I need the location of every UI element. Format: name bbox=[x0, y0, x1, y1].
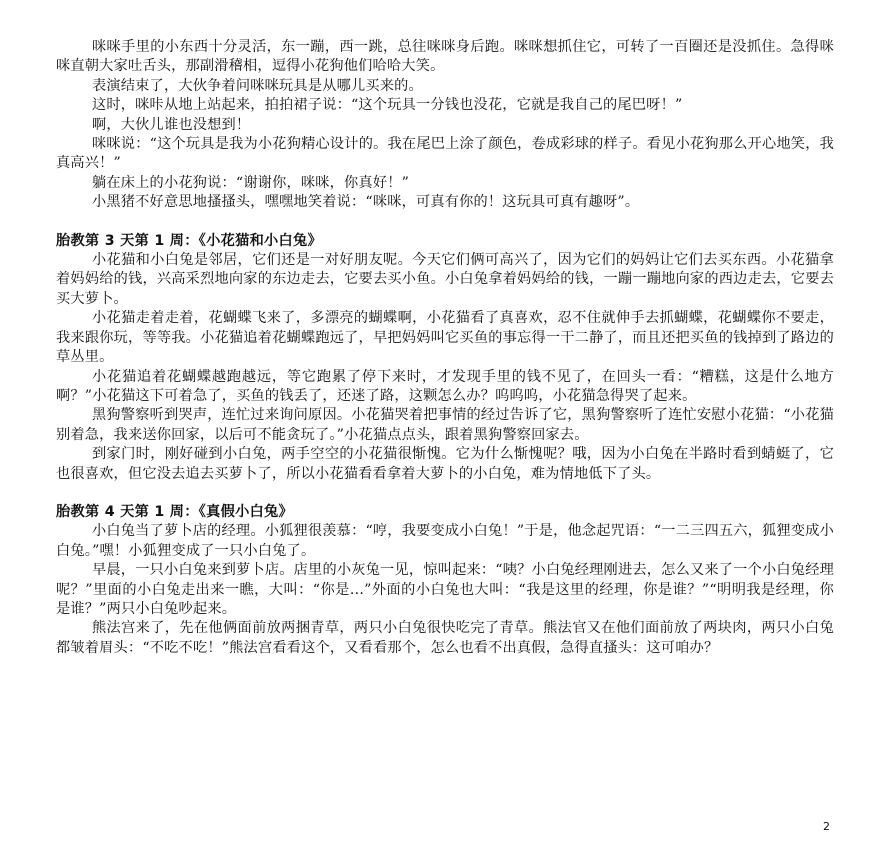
paragraph: 表演结束了，大伙争着问咪咪玩具是从哪儿买来的。 bbox=[92, 77, 423, 94]
story-fake-rabbit bbox=[56, 503, 834, 658]
section-heading: 胎教第 4 天第 1 周：《真假小白兔》 bbox=[56, 503, 294, 520]
paragraph: 黑狗警察听到哭声，连忙过来询问原因。小花猫哭着把事情的经过告诉了它，黑狗警察听了连忙安慰小花猫：“小花猫别着急，我来送你回家，以后可不能贪玩了。”小花猫点点头，跟着黑狗警察回家去。 bbox=[56, 407, 834, 443]
paragraph: 早晨，一只小白兔来到萝卜店。店里的小灰兔一见，惊叫起来：“咦？小白兔经理刚进去，怎么又来了一个小白兔经理呢？”里面的小白兔走出来一瞧，大叫：“你是…”外面的小白兔也大叫：“我是这里的经理，你是谁？”“明明我是经理，你是谁？”两只小白兔吵起来。 bbox=[56, 562, 834, 617]
paragraph: 小花猫走着走着，花蝴蝶飞来了，多漂亮的蝴蝶啊，小花猫看了真喜欢，忍不住就伸手去抓蝴蝶，花蝴蝶你不要走，我来跟你玩，等等我。小花猫追着花蝴蝶跑远了，早把妈妈叫它买鱼的事忘得一干二静了，而且还把买鱼的钱掉到了路边的草丛里。 bbox=[56, 310, 834, 366]
paragraph: 小白兔当了萝卜店的经理。小狐狸很羡慕：“哼，我要变成小白兔！”于是，他念起咒语：“一二三四五六，狐狸变成小白兔。”嘿！小狐狸变成了一只小白兔了。 bbox=[56, 523, 834, 559]
paragraph: 熊法宫来了，先在他俩面前放两捆青草，两只小白兔很快吃完了青草。熊法官又在他们面前放了两块肉，两只小白兔都皱着眉头：“不吃不吃！”熊法宫看看这个，又看看那个，怎么也看不出真假，急得直搔头：这可咱办？ bbox=[56, 620, 834, 656]
paragraph: 小花猫和小白兔是邻居，它们还是一对好朋友呢。今天它们俩可高兴了，因为它们的妈妈让它们去买东西。小花猫拿着妈妈给的钱，兴高采烈地向家的东边走去，它要去买小鱼。小白兔拿着妈妈给的钱，一蹦一蹦地向家的西边走去，它要去买大萝卜。 bbox=[56, 252, 834, 307]
page-number: 2 bbox=[823, 820, 830, 833]
page-content bbox=[56, 38, 834, 658]
paragraph: 咪咪手里的小东西十分灵活，东一蹦，西一跳，总往咪咪身后跑。咪咪想抓住它，可转了一百圈还是没抓住。急得咪咪直朝大家吐舌头，那副滑稽相，逗得小花狗他们哈哈大笑。 bbox=[56, 39, 834, 75]
story-continuation bbox=[56, 38, 834, 213]
paragraph: 这时，咪咔从地上站起来，拍拍裙子说：“这个玩具一分钱也没花，它就是我自己的尾巴呀！” bbox=[92, 97, 683, 114]
paragraph: 到家门时，刚好碰到小白兔，两手空空的小花猫很惭愧。它为什么惭愧呢？哦，因为小白兔在半路时看到蜻蜓了，它也很喜欢，但它没去追去买萝卜了，所以小花猫看看拿着大萝卜的小白兔，难为情地低下了头。 bbox=[56, 446, 834, 482]
section-heading: 胎教第 3 天第 1 周：《小花猫和小白兔》 bbox=[56, 232, 323, 249]
story-cat-and-rabbit bbox=[56, 232, 834, 484]
paragraph: 咪咪说：“这个玩具是我为小花狗精心设计的。我在尾巴上涂了颜色，卷成彩球的样子。看见小花狗那么开心地笑，我真高兴！” bbox=[56, 136, 834, 172]
paragraph: 小黑猪不好意思地搔搔头，嘿嘿地笑着说：“咪咪，可真有你的！这玩具可真有趣呀”。 bbox=[92, 194, 640, 211]
paragraph: 小花猫追着花蝴蝶越跑越远，等它跑累了停下来时，才发现手里的钱不见了，在回头一看：“糟糕，这是什么地方啊？”小花猫这下可着急了，买鱼的钱丢了，还迷了路，这颗怎么办？呜呜呜，小花猫急得哭了起来。 bbox=[56, 368, 834, 404]
paragraph: 躺在床上的小花狗说：“谢谢你，咪咪，你真好！” bbox=[92, 174, 410, 191]
paragraph: 啊，大伙儿谁也没想到！ bbox=[92, 116, 251, 133]
